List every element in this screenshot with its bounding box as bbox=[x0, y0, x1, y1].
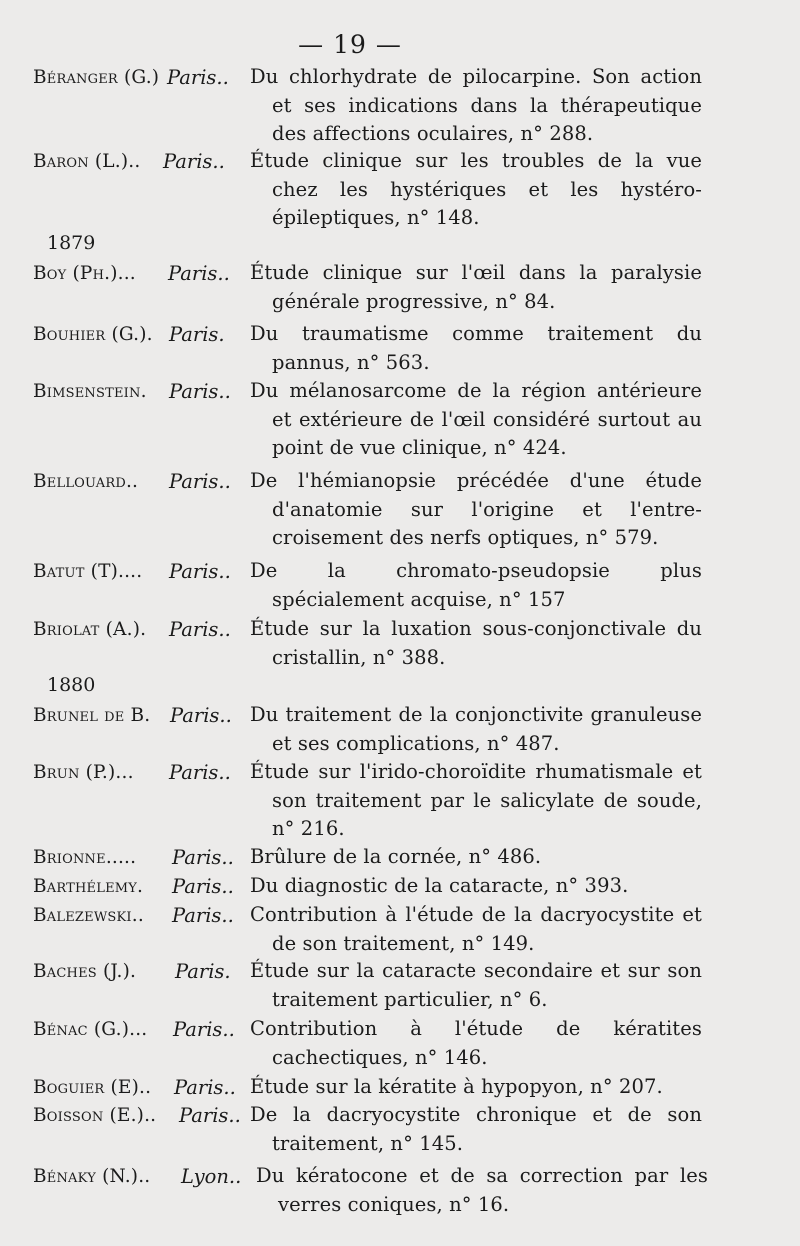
thesis-title: Étude sur la kératite à hypopyon, n° 207. bbox=[250, 1075, 663, 1098]
author-name: Boguier (E).. bbox=[33, 1077, 152, 1098]
thesis-entry bbox=[0, 259, 800, 313]
thesis-title: Du chlorhydrate de pilocarpine. Son action et ses indications dans la thérapeutique des affections oculaires, n° 288. bbox=[250, 65, 702, 145]
year-heading-1880: 1880 bbox=[47, 674, 96, 696]
author-name: Bimsenstein. bbox=[33, 381, 147, 402]
city: Paris.. bbox=[169, 761, 231, 784]
author-name: Batut (T).... bbox=[33, 561, 143, 582]
thesis-title: Étude clinique sur les troubles de la vue chez les hystériques et les hystéro-épileptiques, n° 148. bbox=[250, 149, 702, 229]
author-name: Bouhier (G.). bbox=[33, 324, 153, 345]
author-name: Brunel de B. bbox=[33, 705, 151, 726]
thesis-title: De l'hémianopsie précédée d'une étude d'anatomie sur l'origine et l'entre-croisement des nerfs optiques, n° 579. bbox=[250, 469, 702, 549]
thesis-title: Étude clinique sur l'œil dans la paralysie générale progressive, n° 84. bbox=[250, 261, 702, 313]
author-name: Brun (P.)... bbox=[33, 762, 134, 783]
author-name: Briolat (A.). bbox=[33, 619, 147, 640]
author-name: Barthélemy. bbox=[33, 876, 144, 897]
city: Paris.. bbox=[179, 1104, 241, 1127]
thesis-title: Du diagnostic de la cataracte, n° 393. bbox=[250, 874, 629, 897]
thesis-entry bbox=[0, 63, 800, 145]
author-name: Boy (Ph.)... bbox=[33, 263, 136, 284]
author-name: Boisson (E.).. bbox=[33, 1105, 157, 1126]
thesis-title: Contribution à l'étude de kératites cachectiques, n° 146. bbox=[250, 1017, 702, 1069]
thesis-title: Contribution à l'étude de la dacryocystite et de son traitement, n° 149. bbox=[250, 903, 702, 955]
author-name: Bellouard.. bbox=[33, 471, 139, 492]
thesis-entry bbox=[0, 467, 800, 549]
thesis-entry bbox=[0, 377, 800, 459]
city: Paris.. bbox=[168, 262, 230, 285]
city: Lyon.. bbox=[181, 1165, 242, 1188]
city: Paris.. bbox=[172, 846, 234, 869]
author-name: Béranger (G.) bbox=[33, 67, 160, 88]
author-name: Bénac (G.)... bbox=[33, 1019, 148, 1040]
thesis-title: Du traitement de la conjonctivite granuleuse et ses complications, n° 487. bbox=[250, 703, 702, 755]
thesis-title: De la chromato-pseudopsie plus spécialement acquise, n° 157 bbox=[250, 559, 702, 611]
city: Paris.. bbox=[163, 150, 225, 173]
thesis-entry bbox=[0, 1162, 800, 1216]
city: Paris.. bbox=[172, 875, 234, 898]
thesis-entry bbox=[0, 957, 800, 1011]
thesis-title: Étude sur l'irido-choroïdite rhumatismale et son traitement par le salicylate de soude, n° 216. bbox=[250, 760, 702, 840]
author-name: Baches (J.). bbox=[33, 961, 137, 982]
thesis-entry bbox=[0, 320, 800, 374]
thesis-entry bbox=[0, 1101, 800, 1155]
thesis-entry bbox=[0, 758, 800, 840]
city: Paris.. bbox=[170, 704, 232, 727]
page-number: — 19 — bbox=[298, 30, 402, 59]
author-name: Bénaky (N.).. bbox=[33, 1166, 151, 1187]
thesis-entry bbox=[0, 901, 800, 955]
thesis-entry bbox=[0, 1015, 800, 1069]
author-name: Brionne..... bbox=[33, 847, 137, 868]
thesis-title: Étude sur la cataracte secondaire et sur son traitement particulier, n° 6. bbox=[250, 959, 702, 1011]
thesis-entry bbox=[0, 147, 800, 229]
city: Paris. bbox=[169, 323, 225, 346]
city: Paris.. bbox=[174, 1076, 236, 1099]
city: Paris.. bbox=[169, 380, 231, 403]
city: Paris.. bbox=[172, 904, 234, 927]
city: Paris.. bbox=[169, 618, 231, 641]
author-name: Baron (L.).. bbox=[33, 151, 141, 172]
thesis-title: Du kératocone et de sa correction par les verres coniques, n° 16. bbox=[256, 1164, 708, 1216]
thesis-title: Du mélanosarcome de la région antérieure et extérieure de l'œil considéré surtout au point de vue clinique, n° 424. bbox=[250, 379, 702, 459]
thesis-title: Du traumatisme comme traitement du pannus, n° 563. bbox=[250, 322, 702, 374]
thesis-entry bbox=[0, 615, 800, 669]
city: Paris.. bbox=[167, 66, 229, 89]
thesis-title: De la dacryocystite chronique et de son traitement, n° 145. bbox=[250, 1103, 702, 1155]
author-name: Balezewski.. bbox=[33, 905, 144, 926]
thesis-entry bbox=[0, 701, 800, 755]
year-heading-1879: 1879 bbox=[47, 232, 96, 254]
city: Paris.. bbox=[169, 470, 231, 493]
thesis-entry bbox=[0, 557, 800, 611]
thesis-title: Brûlure de la cornée, n° 486. bbox=[250, 845, 542, 868]
city: Paris.. bbox=[169, 560, 231, 583]
city: Paris. bbox=[175, 960, 231, 983]
city: Paris.. bbox=[173, 1018, 235, 1041]
thesis-title: Étude sur la luxation sous-conjonctivale du cristallin, n° 388. bbox=[250, 617, 702, 669]
